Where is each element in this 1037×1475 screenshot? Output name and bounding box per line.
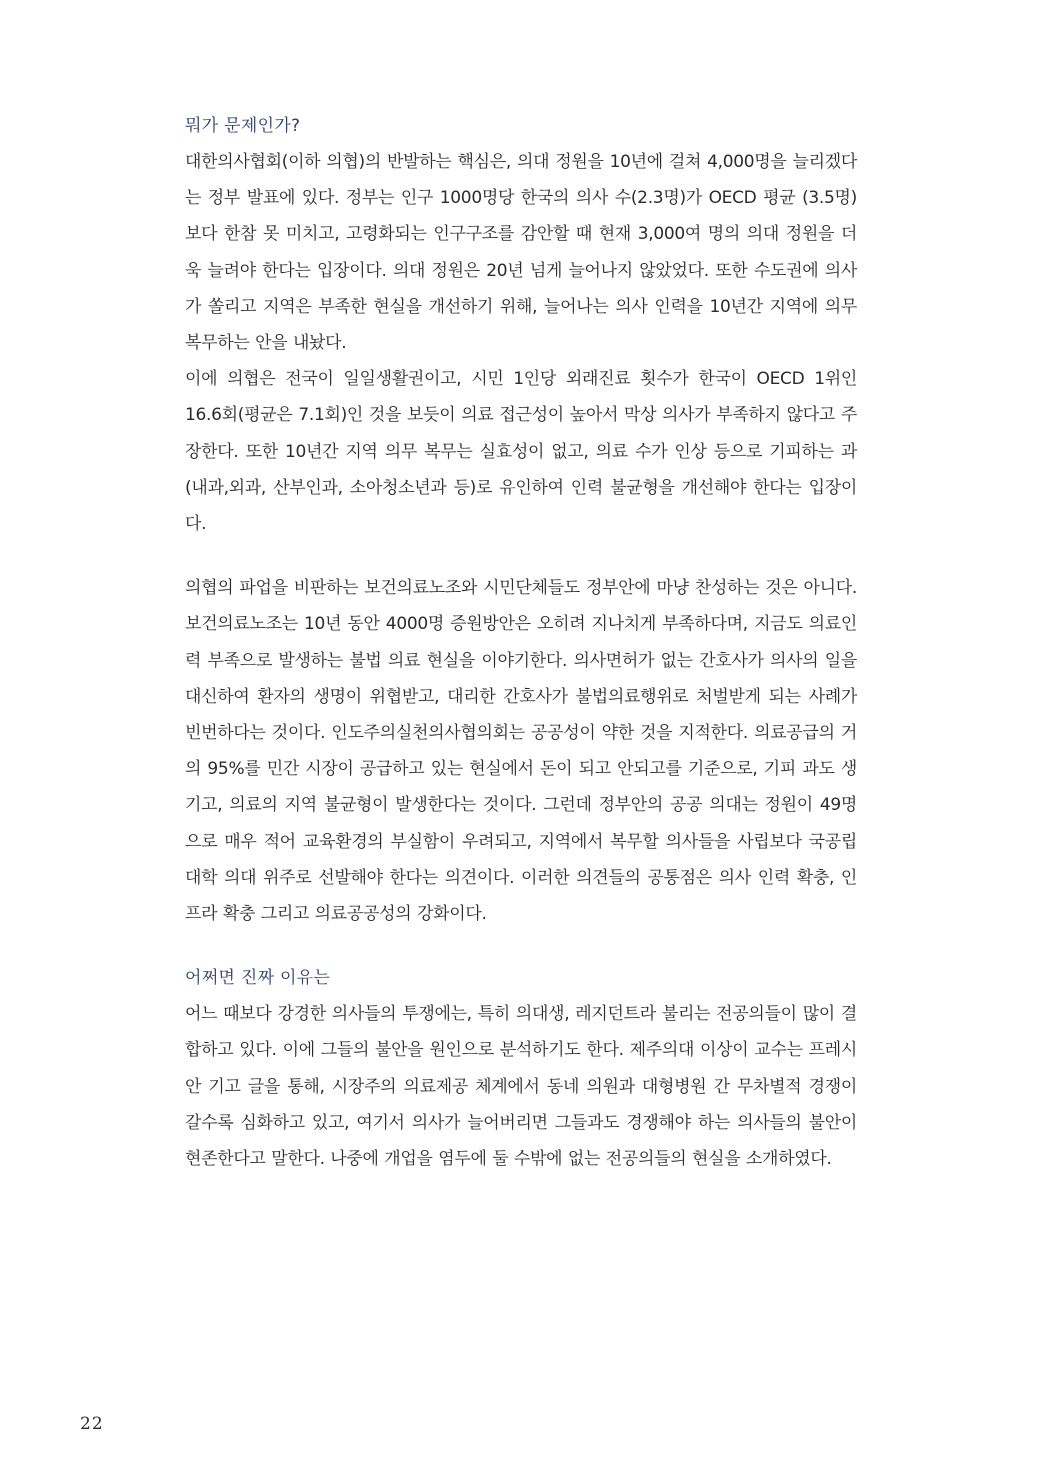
paragraph: 대한의사협회(이하 의협)의 반발하는 핵심은, 의대 정원을 10년에 걸쳐 4,000명을 늘리겠다는 정부 발표에 있다. 정부는 인구 1000명당 한국의 의사 수(2.3명)가 OECD 평균 (3.5명)보다 한참 못 미치고, 고령화되는 인구구조를 감안할 때 현재 3,000여 명의 의대 정원을 더욱 늘려야 한다는 입장이다. 의대 정원은 20년 넘게 늘어나지 않았었다. 또한 수도권에 의사가 쏠리고 지역은 부족한 현실을 개선하기 위해, 늘어나는 의사 인력을 10년간 지역에 의무 복무하는 안을 내놨다.	[185, 152, 857, 354]
paragraph-gap	[185, 542, 857, 570]
section-heading-problem: 뭐가 문제인가?	[185, 116, 301, 136]
page-number: 22	[80, 1414, 104, 1434]
paragraph: 의협의 파업을 비판하는 보건의료노조와 시민단체들도 정부안에 마냥 찬성하는 것은 아니다. 보건의료노조는 10년 동안 4000명 증원방안은 오히려 지나치게 부족하다며, 지금도 의료인력 부족으로 발생하는 불법 의료 현실을 이야기한다. 의사면허가 없는 간호사가 의사의 일을 대신하여 환자의 생명이 위협받고, 대리한 간호사가 불법의료행위로 처벌받게 되는 사례가 빈번하다는 것이다. 인도주의실천의사협의회는 공공성이 약한 것을 지적한다. 의료공급의 거의 95%를 민간 시장이 공급하고 있는 현실에서 돈이 되고 안되고를 기준으로, 기피 과도 생기고, 의료의 지역 불균형이 발생한다는 것이다. 그런데 정부안의 공공 의대는 정원이 49명으로 매우 적어 교육환경의 부실함이 우려되고, 지역에서 복무할 의사들을 사립보다 국공립대학 의대 위주로 선발해야 한다는 의견이다. 이러한 의견들의 공통점은 의사 인력 확충, 인프라 확충 그리고 의료공공성의 강화이다.	[185, 578, 857, 925]
section-gap	[185, 932, 857, 960]
paragraph: 이에 의협은 전국이 일일생활권이고, 시민 1인당 외래진료 횟수가 한국이 OECD 1위인 16.6회(평균은 7.1회)인 것을 보듯이 의료 접근성이 높아서 막상 의사가 부족하지 않다고 주장한다. 또한 10년간 지역 의무 복무는 실효성이 없고, 의료 수가 인상 등으로 기피하는 과(내과,외과, 산부인과, 소아청소년과 등)로 유인하여 인력 불균형을 개선해야 한다는 입장이다.	[185, 369, 857, 535]
section-heading-real-reason: 어쩌면 진짜 이유는	[185, 968, 331, 989]
article-body	[185, 108, 857, 1177]
paragraph: 어느 때보다 강경한 의사들의 투쟁에는, 특히 의대생, 레지던트라 불리는 전공의들이 많이 결합하고 있다. 이에 그들의 불안을 원인으로 분석하기도 한다. 제주의대 이상이 교수는 프레시안 기고 글을 통해, 시장주의 의료제공 체계에서 동네 의원과 대형병원 간 무차별적 경쟁이 갈수록 심화하고 있고, 여기서 의사가 늘어버리면 그들과도 경쟁해야 하는 의사들의 불안이 현존한다고 말한다. 나중에 개업을 염두에 둘 수밖에 없는 전공의들의 현실을 소개하였다.	[185, 1004, 857, 1170]
